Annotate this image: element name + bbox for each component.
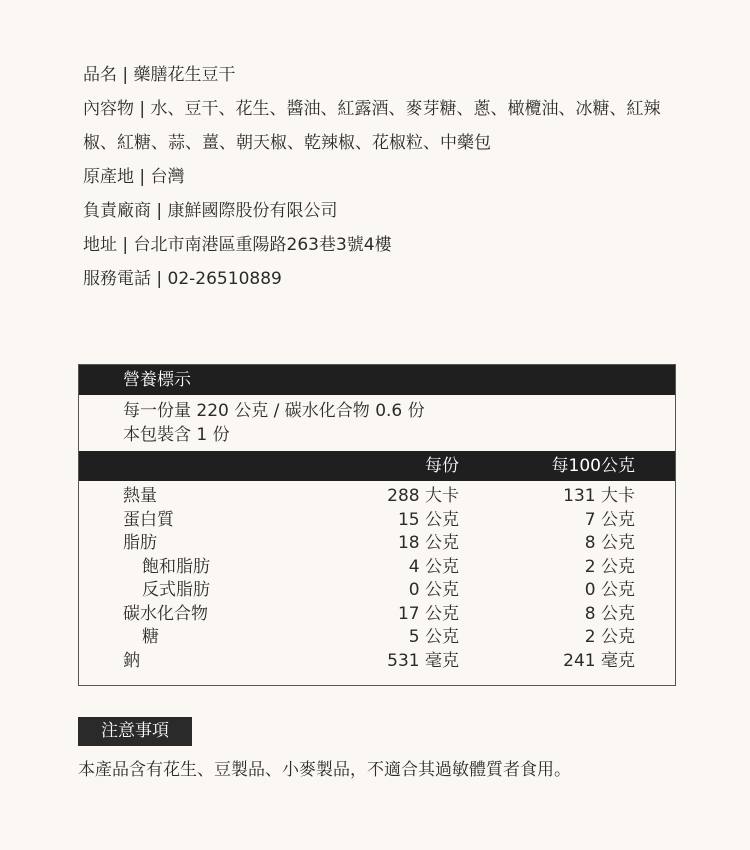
manufacturer: 負責廠商 | 康鮮國際股份有限公司	[83, 201, 338, 221]
nutrient-label: 鈉	[123, 650, 140, 671]
nutrient-label: 碳水化合物	[123, 603, 208, 624]
per-serving-value: 4 公克	[408, 556, 459, 577]
per-serving-value: 531 毫克	[387, 650, 459, 671]
nutrition-title: 營養標示	[79, 365, 675, 395]
serving-info	[79, 395, 675, 451]
nutrition-row	[79, 579, 675, 603]
per-serving-value: 288 大卡	[387, 486, 459, 506]
nutrition-table	[78, 364, 676, 686]
per-100g-value: 2 公克	[584, 627, 635, 647]
product-info	[83, 58, 673, 296]
per-100g-value: 241 毫克	[563, 650, 635, 671]
ingredients: 內容物 | 水、豆干、花生、醬油、紅露酒、麥芽糖、蔥、橄欖油、冰糖、紅辣椒、紅糖、蒜、薑、朝天椒、乾辣椒、花椒粒、中藥包	[83, 99, 661, 153]
per-serving-value: 15 公克	[397, 509, 459, 530]
nutrition-row	[79, 509, 675, 533]
nutrition-row	[79, 626, 675, 650]
nutrition-row	[79, 532, 675, 556]
servings-per-package: 本包裝含 1 份	[123, 425, 230, 445]
nutrient-label: 熱量	[123, 486, 157, 506]
col-per-serving: 每份	[425, 456, 459, 476]
nutrition-row	[79, 556, 675, 580]
origin: 原產地 | 台灣	[83, 167, 185, 187]
per-100g-value: 7 公克	[584, 509, 635, 530]
nutrient-label: 飽和脂肪	[142, 556, 210, 577]
per-serving-value: 17 公克	[397, 603, 459, 624]
per-100g-value: 8 公克	[584, 603, 635, 624]
per-100g-value: 131 大卡	[563, 486, 635, 506]
service-phone: 服務電話 | 02-26510889	[83, 269, 282, 289]
nutrient-label: 反式脂肪	[142, 580, 210, 600]
nutrient-label: 糖	[142, 627, 159, 647]
per-serving-value: 0 公克	[408, 580, 459, 600]
col-per-100g: 每100公克	[551, 456, 635, 476]
per-100g-value: 0 公克	[584, 580, 635, 600]
nutrition-row	[79, 603, 675, 627]
nutrient-label: 蛋白質	[123, 509, 174, 530]
product-name: 品名 | 藥膳花生豆干	[83, 65, 236, 85]
per-100g-value: 2 公克	[584, 556, 635, 577]
per-serving-value: 5 公克	[408, 627, 459, 647]
address: 地址 | 台北市南港區重陽路263巷3號4樓	[83, 235, 392, 255]
warning-text: 本產品含有花生、豆製品、小麥製品，不適合其過敏體質者食用。	[78, 760, 571, 780]
nutrition-row	[79, 650, 675, 674]
per-serving-value: 18 公克	[397, 533, 459, 553]
nutrition-column-header	[79, 451, 675, 481]
warning-title: 注意事項	[78, 717, 192, 746]
serving-size: 每一份量 220 公克 / 碳水化合物 0.6 份	[123, 401, 425, 421]
nutrition-row	[79, 485, 675, 509]
per-100g-value: 8 公克	[584, 533, 635, 553]
nutrient-label: 脂肪	[123, 533, 157, 553]
nutrition-rows	[79, 481, 675, 673]
